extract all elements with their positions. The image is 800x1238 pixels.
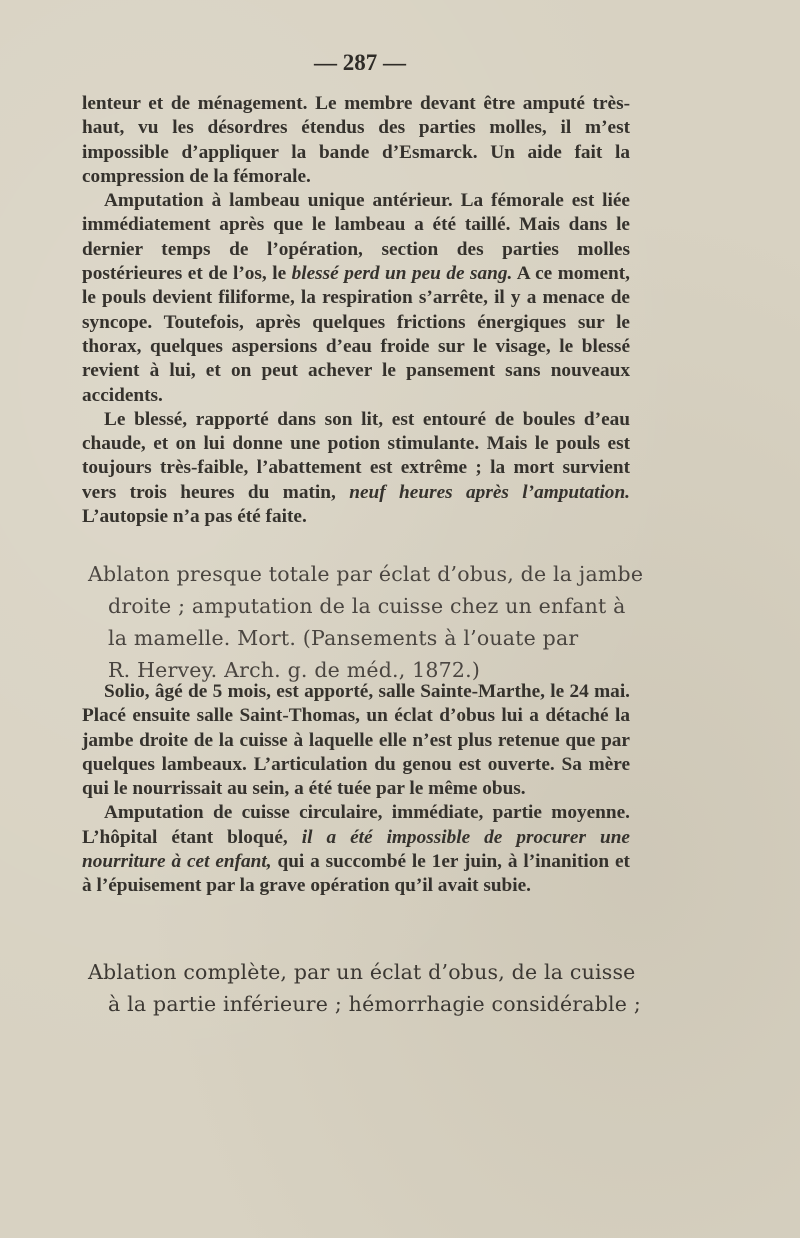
page-number: — 287 — — [314, 50, 406, 75]
paragraph-amputation — [82, 189, 630, 408]
paragraph-death — [82, 408, 630, 529]
heading-line: Ablation complète, par un éclat d’obus, de la cuisse — [88, 960, 636, 984]
observation-text-2 — [82, 680, 630, 899]
text-run: qui a succombé le 1er juin, à l’inanition et à l’épuisement par la grave opération qu’il avait subie. — [82, 851, 630, 897]
paragraph-compression: lenteur et de ménagement. Le membre devant être amputé très-haut, vu les désordres étendus des parties molles, il m’est impossible d’appliquer la bande d’Esmarck. Un aide fait la compression de la fémorale. — [82, 93, 630, 187]
text-run: Amputation de cuisse circulaire, immédiate, partie moyenne. L’hôpital étant bloqué, — [82, 802, 630, 848]
emphasis-text: neuf heures après l’amputation. — [349, 481, 630, 503]
heading-line: à la partie inférieure ; hémorrhagie considérable ; — [108, 992, 641, 1016]
text-run: Le blessé, rapporté dans son lit, est entouré de boules d’eau chaude, et on lui donne une potion stimulante. Mais le pouls est toujours très-faible, l’abattement est extrême ; la mort survient vers trois heures du matin, — [82, 408, 630, 503]
text-run: Amputation à lambeau unique antérieur. La fémorale est liée immédiatement après que le lambeau a été taillé. Mais dans le dernier temps de l’opération, section des parties molles postérieures et de l’os, le — [82, 190, 630, 285]
text-run: L’autopsie n’a pas été faite. — [82, 506, 307, 528]
paragraph-inanition — [82, 801, 630, 898]
emphasis-text: il a été impossible de procurer une nourriture à cet enfant, — [82, 826, 630, 873]
heading-line: Ablaton presque totale par éclat d’obus, de la jambe — [88, 562, 644, 586]
emphasis-text: blessé perd un peu de sang. — [291, 263, 513, 285]
case-heading-1 — [88, 558, 644, 686]
paragraph-solio: Solio, âgé de 5 mois, est apporté, salle Sainte-Marthe, le 24 mai. Placé ensuite salle Saint-Thomas, un éclat d’obus lui a détaché la jambe droite de la cuisse à laquelle elle n’est plus retenue que par quelques lambeaux. L’articulation du genou est ouverte. Sa mère qui le nourrissait au sein, a été tuée par le même obus. — [82, 681, 630, 800]
text-run: A ce moment, le pouls devient filiforme, la respiration s’arrête, il y a menace de syncope. Toutefois, après quelques frictions énergiques sur le thorax, quelques aspersions d’eau froide sur le visage, le blessé revient à lui, et on peut achever le pansement sans nouveaux accidents. — [82, 263, 630, 406]
heading-line: la mamelle. Mort. (Pansements à l’ouate par — [108, 626, 579, 650]
observation-text-1 — [82, 92, 630, 529]
heading-line: droite ; amputation de la cuisse chez un enfant à — [108, 594, 626, 618]
heading-line: R. Hervey. Arch. g. de méd., 1872.) — [108, 658, 481, 682]
case-heading-2 — [88, 956, 641, 1020]
